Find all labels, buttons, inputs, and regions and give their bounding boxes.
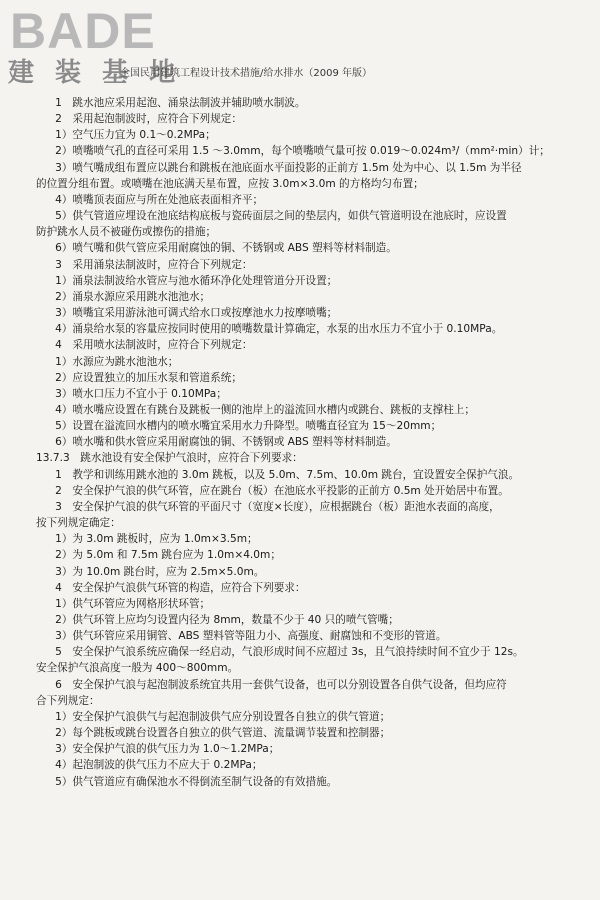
paragraph: 2）供气环管上应均匀设置内径为 8mm，数量不少于 40 只的喷气管嘴； <box>55 614 399 626</box>
paragraph: 3）安全保护气浪的供气压力为 1.0～1.2MPa； <box>55 743 280 756</box>
paragraph: 3）供气环管应采用铜管、ABS 塑料管等阻力小、高强度、耐腐蚀和不变形的管道。 <box>55 630 447 643</box>
paragraph: 1）供气环管应为网格形状环管； <box>55 597 211 610</box>
paragraph: 3）喷气嘴成组布置应以跳台和跳板在池底面水平面投影的正前方 1.5m 处为中心、以 1.5m 为半径 <box>55 161 522 174</box>
page-header <box>0 0 600 90</box>
paragraph: 3）喷嘴宜采用游泳池可调式给水口或按摩池水力按摩喷嘴； <box>55 307 338 320</box>
paragraph: 防护跳水人员不被碰伤或擦伤的措施； <box>36 226 217 239</box>
paragraph: 5）供气管道应有确保池水不得倒流至制气设备的有效措施。 <box>55 775 338 788</box>
paragraph: 6 安全保护气浪与起泡制波系统宜共用一套供气设备，也可以分别设置各自供气设备，但均应符 <box>55 678 507 691</box>
paragraph: 4 采用喷水法制波时，应符合下列规定： <box>55 339 253 352</box>
paragraph: 2）应设置独立的加压水泵和管道系统； <box>55 371 242 384</box>
paragraph: 合下列规定： <box>36 694 100 707</box>
paragraph: 5 安全保护气浪系统应确保一经启动，气浪形成时间不应超过 3s，且气浪持续时间不宜少于 12s。 <box>55 646 524 659</box>
book-title: 全国民用建筑工程设计技术措施/给水排水（2009 年版） <box>120 68 372 79</box>
section-heading: 13.7.3 跳水池设有安全保护气浪时，应符合下列要求： <box>36 452 303 465</box>
paragraph: 2）为 5.0m 和 7.5m 跳台应为 1.0m×4.0m； <box>55 549 281 562</box>
logo-latin: BADE <box>10 3 156 59</box>
paragraph: 2）每个跳板或跳台设置各自独立的供气管道、流量调节装置和控制器； <box>55 727 391 740</box>
paragraph: 安全保护气浪高度一般为 400～800mm。 <box>36 662 239 675</box>
paragraph: 1 教学和训练用跳水池的 3.0m 跳板，以及 5.0m、7.5m、10.0m 跳台，宜设置安全保护气浪。 <box>55 468 520 481</box>
paragraph: 1）水源应为跳水池池水； <box>55 355 179 368</box>
paragraph: 6）喷气嘴和供气管应采用耐腐蚀的铜、不锈钢或 ABS 塑料等材料制造。 <box>55 242 397 255</box>
paragraph: 的位置分组布置。或喷嘴在池底满天星布置，应按 3.0m×3.0m 的方格均匀布置； <box>36 177 424 190</box>
paragraph: 3）喷水口压力不宜小于 0.10MPa； <box>55 387 227 400</box>
paragraph: 2）喷嘴喷气孔的直径可采用 1.5 ～3.0mm，每个喷嘴喷气量可按 0.019～0.024m³/（mm²·min）计； <box>55 145 550 158</box>
paragraph: 4）喷嘴顶表面应与所在处池底表面相齐平； <box>55 193 264 206</box>
paragraph: 1 跳水池应采用起泡、涌泉法制波并辅助喷水制波。 <box>55 97 306 109</box>
paragraph: 1）涌泉法制波给水管应与池水循环净化处理管道分开设置； <box>55 274 338 287</box>
paragraph: 4 安全保护气浪供气环管的构造，应符合下列要求： <box>55 581 306 594</box>
paragraph: 1）为 3.0m 跳板时，应为 1.0m×3.5m； <box>55 533 258 546</box>
body-text <box>36 95 576 790</box>
paragraph: 1）空气压力宜为 0.1～0.2MPa； <box>55 129 216 142</box>
paragraph: 按下列规定确定： <box>36 517 121 530</box>
paragraph: 1）安全保护气浪供气与起泡制波供气应分别设置各自独立的供气管道； <box>55 710 391 723</box>
paragraph: 2 安全保护气浪的供气环管，应在跳台（板）在池底水平投影的正前方 0.5m 处开始居中布置。 <box>55 484 509 497</box>
paragraph: 2 采用起泡制波时，应符合下列规定： <box>55 113 242 126</box>
paragraph: 3 采用涌泉法制波时，应符合下列规定： <box>55 258 253 271</box>
paragraph: 5）设置在溢流回水槽内的喷水嘴宜采用水力升降型。喷嘴直径宜为 15～20mm； <box>55 420 442 433</box>
paragraph: 4）涌泉给水泵的容量应按同时使用的喷嘴数量计算确定，水泵的出水压力不宜小于 0.10MPa。 <box>55 323 503 336</box>
paragraph: 2）涌泉水源应采用跳水池池水； <box>55 290 211 303</box>
paragraph: 5）供气管道应埋设在池底结构底板与瓷砖面层之间的垫层内，如供气管道明设在池底时，应设置 <box>55 210 507 223</box>
paragraph: 6）喷水嘴和供水管应采用耐腐蚀的铜、不锈钢或 ABS 塑料等材料制造。 <box>55 436 397 449</box>
paragraph: 3）为 10.0m 跳台时，应为 2.5m×5.0m。 <box>55 565 265 578</box>
logo-chinese: 建 装 基 地 <box>8 58 182 88</box>
paragraph: 3 安全保护气浪的供气环管的平面尺寸（宽度×长度），应根据跳台（板）距池水表面的高度， <box>55 500 500 513</box>
paragraph: 4）喷水嘴应设置在有跳台及跳板一侧的池岸上的溢流回水槽内或跳台、跳板的支撑柱上； <box>55 403 475 416</box>
paragraph: 4）起泡制波的供气压力不应大于 0.2MPa； <box>55 759 263 772</box>
